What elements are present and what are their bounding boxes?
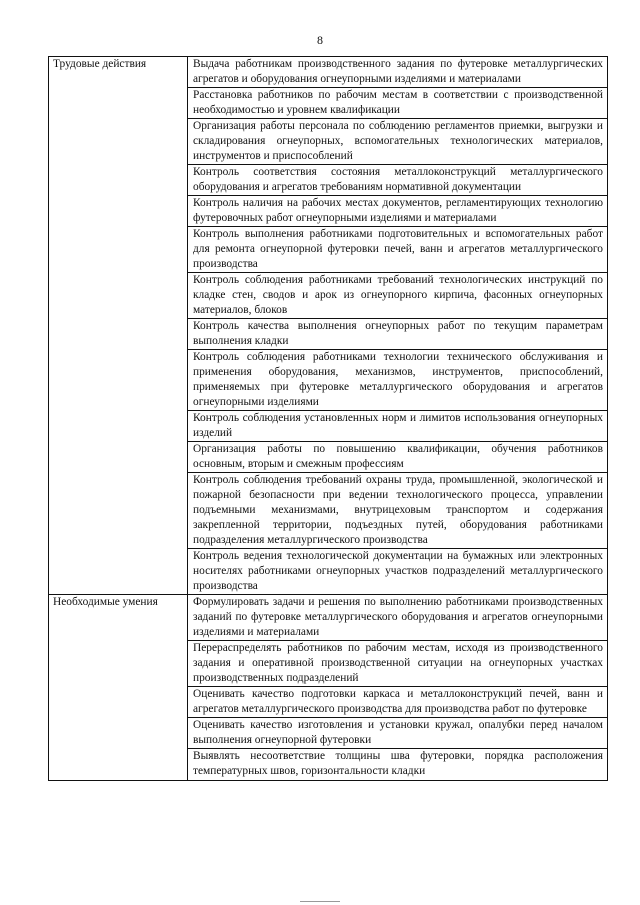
table-cell: Контроль качества выполнения огнеупорных работ по текущим параметрам выполнения кладки [188,319,608,350]
table-cell: Перераспределять работников по рабочим местам, исходя из производственного задания и оперативной производственной ситуации на огнеупорных участках производственных подразделений [188,641,608,687]
table-cell: Контроль соблюдения работниками требований технологических инструкций по кладке стен, сводов и арок из огнеупорного кирпича, фасонных огнеупорных материалов, блоков [188,273,608,319]
table-cell: Контроль ведения технологической документации на бумажных или электронных носителях работниками огнеупорных участков подразделений металлургического производства [188,549,608,595]
scan-edge-mark [300,901,340,905]
table-cell: Оценивать качество изготовления и установки кружал, опалубки перед началом выполнения огнеупорной футеровки [188,718,608,749]
table-cell: Организация работы по повышению квалификации, обучения работников основным, вторым и смежным профессиям [188,442,608,473]
table-cell: Контроль наличия на рабочих местах документов, регламентирующих технологию футеровочных работ огнеупорными изделиями и материалами [188,196,608,227]
table-cell: Организация работы персонала по соблюдению регламентов приемки, выгрузки и складирования огнеупорных, вспомогательных технологических материалов, инструментов и приспособлений [188,119,608,165]
table-cell: Контроль соблюдения установленных норм и лимитов использования огнеупорных изделий [188,411,608,442]
qualification-table [48,56,608,781]
table-cell: Контроль соблюдения требований охраны труда, промышленной, экологической и пожарной безопасности при ведении технологического процесса, управлении подъемными механизмами, внутрицеховым транспортом и содержания закрепленной территории, подъездных путей, оборудования работниками подразделения металлургического производства [188,473,608,549]
table-row [49,595,608,641]
row-label-required-skills: Необходимые умения [49,595,188,781]
table-cell [188,749,608,781]
table-cell: Выдача работникам производственного задания по футеровке металлургических агрегатов и оборудования огнеупорными изделиями и материалами [188,57,608,88]
table-cell: Формулировать задачи и решения по выполнению работниками производственных заданий по футеровке металлургического оборудования и агрегатов огнеупорными изделиями и материалами [188,595,608,641]
table-cell: Расстановка работников по рабочим местам в соответствии с производственной необходимостью и уровнем квалификации [188,88,608,119]
truncated-cell-text: Выявлять несоответствие толщины шва футеровки, порядка расположения температурных швов, горизонтальности кладки [193,750,603,777]
table-row [49,57,608,88]
table-cell: Контроль соблюдения работниками технологии технического обслуживания и применения оборудования, механизмов, инструментов, приспособлений, применяемых при футеровке металлургического оборудования и агрегатов огнеупорными изделиями [188,350,608,411]
page-number: 8 [317,33,323,47]
table-cell: Оценивать качество подготовки каркаса и металлоконструкций печей, ванн и агрегатов металлургического производства для производства работ по футеровке [188,687,608,718]
row-label-labor-actions: Трудовые действия [49,57,188,595]
table-cell: Контроль соответствия состояния металлоконструкций металлургического оборудования и агрегатов требованиям нормативной документации [188,165,608,196]
table-cell: Контроль выполнения работниками подготовительных и вспомогательных работ для ремонта огнеупорной футеровки печей, ванн и агрегатов металлургического производства [188,227,608,273]
